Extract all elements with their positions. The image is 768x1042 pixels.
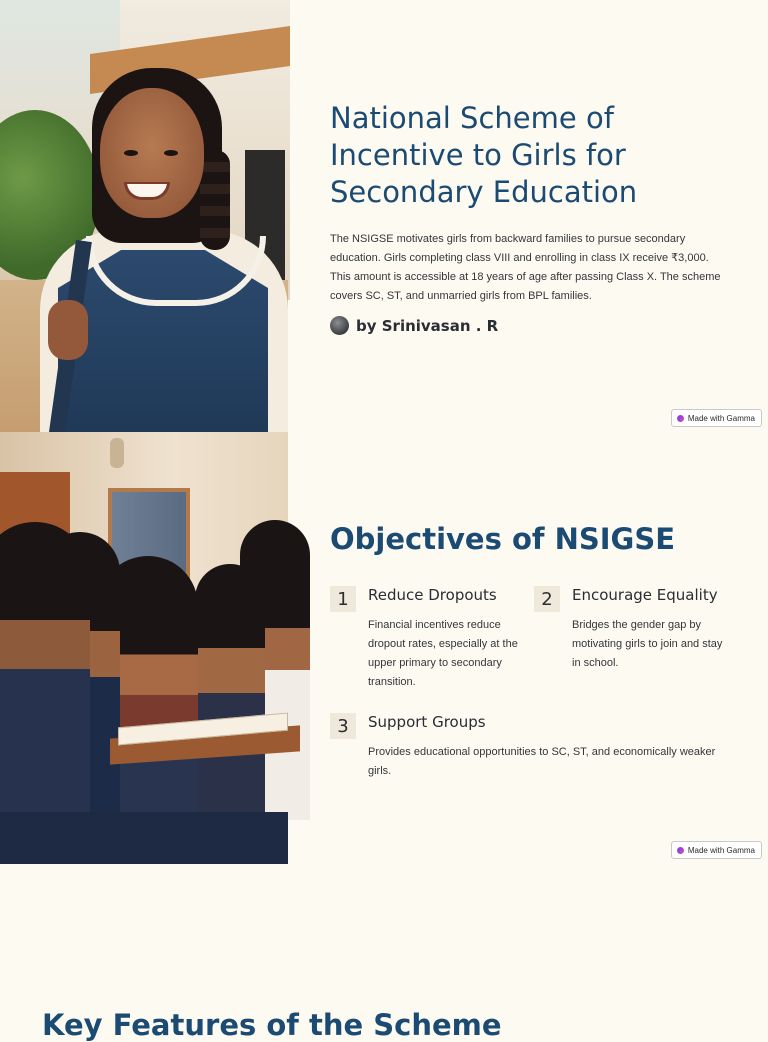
slide-title — [0, 0, 768, 432]
objective-title: Reduce Dropouts — [368, 586, 497, 604]
objective-description: Provides educational opportunities to SC, ST, and economically weaker girls. — [368, 746, 716, 777]
author-avatar — [330, 316, 349, 335]
badge-label: Made with Gamma — [687, 413, 755, 423]
slide-key-features — [0, 864, 768, 1042]
objective-number: 1 — [330, 586, 356, 612]
scheme-description: The NSIGSE motivates girls from backward families to pursue secondary education. Girls completing class VIII and enrolling in class IX receive ₹3,000. This amount is accessible at 18 years of age after passing Class X. The scheme covers SC, ST, and unmarried girls from BPL families. — [330, 233, 721, 302]
made-with-gamma-badge[interactable] — [671, 409, 762, 427]
objective-number: 2 — [534, 586, 560, 612]
gamma-logo-icon — [677, 415, 684, 422]
gamma-logo-icon — [677, 847, 684, 854]
author-line — [330, 316, 498, 335]
slide-title-heading: National Scheme of Incentive to Girls for Secondary Education — [330, 101, 638, 209]
objective-number: 3 — [330, 713, 356, 739]
girls-studying-image — [0, 432, 288, 864]
objective-description: Bridges the gender gap by motivating girls to join and stay in school. — [572, 619, 723, 669]
author-name: by Srinivasan . R — [356, 316, 499, 335]
key-features-heading: Key Features of the Scheme — [42, 1008, 502, 1042]
objectives-heading: Objectives of NSIGSE — [330, 522, 676, 556]
objective-description: Financial incentives reduce dropout rates, especially at the upper primary to secondary transition. — [368, 619, 518, 688]
badge-label: Made with Gamma — [687, 845, 755, 855]
slide-objectives — [0, 432, 768, 864]
objective-title: Encourage Equality — [572, 586, 718, 604]
student-portrait-image — [0, 0, 288, 432]
made-with-gamma-badge[interactable] — [671, 841, 762, 859]
objective-title: Support Groups — [368, 713, 486, 731]
